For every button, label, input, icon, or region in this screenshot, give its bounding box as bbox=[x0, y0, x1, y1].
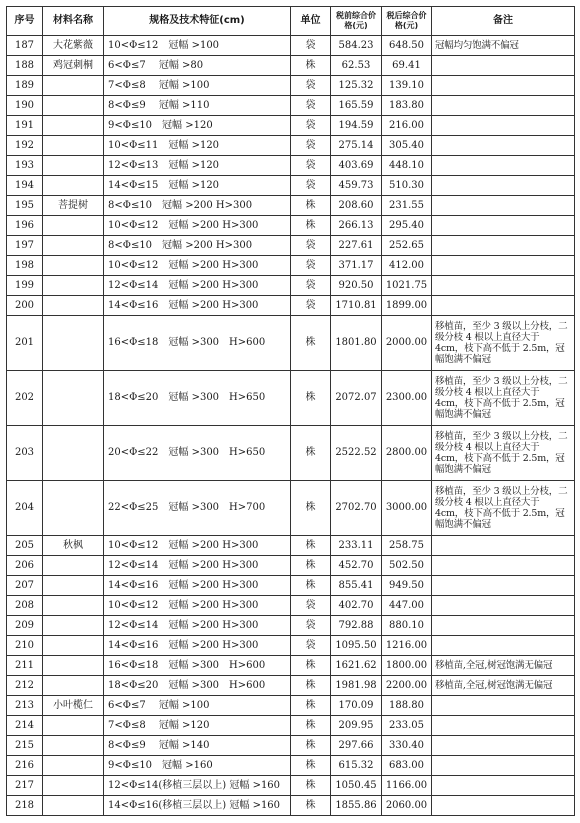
header-seq: 序号 bbox=[7, 7, 43, 36]
cell-post-tax-price: 412.00 bbox=[382, 256, 432, 276]
table-row bbox=[7, 176, 575, 196]
cell-seq: 203 bbox=[7, 426, 43, 481]
cell-post-tax-price: 216.00 bbox=[382, 116, 432, 136]
cell-pre-tax-price: 1981.98 bbox=[331, 676, 382, 696]
cell-unit: 袋 bbox=[291, 616, 331, 636]
table-row bbox=[7, 616, 575, 636]
cell-note bbox=[432, 736, 575, 756]
cell-material-name bbox=[43, 736, 104, 756]
cell-post-tax-price: 1899.00 bbox=[382, 296, 432, 316]
cell-material-name bbox=[43, 216, 104, 236]
cell-spec: 12<Φ≤14(移植三层以上) 冠幅 >160 bbox=[104, 776, 291, 796]
cell-unit: 株 bbox=[291, 776, 331, 796]
cell-note bbox=[432, 596, 575, 616]
cell-seq: 194 bbox=[7, 176, 43, 196]
cell-material-name bbox=[43, 116, 104, 136]
table-row bbox=[7, 116, 575, 136]
cell-note bbox=[432, 116, 575, 136]
cell-spec: 10<Φ≤12 冠幅 >200 H>300 bbox=[104, 536, 291, 556]
cell-seq: 213 bbox=[7, 696, 43, 716]
cell-spec: 10<Φ≤12 冠幅 >200 H>300 bbox=[104, 256, 291, 276]
table-row bbox=[7, 36, 575, 56]
table-row bbox=[7, 256, 575, 276]
cell-spec: 6<Φ≤7 冠幅 >80 bbox=[104, 56, 291, 76]
cell-pre-tax-price: 459.73 bbox=[331, 176, 382, 196]
table-row bbox=[7, 736, 575, 756]
cell-note bbox=[432, 296, 575, 316]
cell-note: 移植苗,全冠,树冠饱满无偏冠 bbox=[432, 656, 575, 676]
cell-post-tax-price: 1800.00 bbox=[382, 656, 432, 676]
cell-post-tax-price: 1021.75 bbox=[382, 276, 432, 296]
cell-unit: 袋 bbox=[291, 136, 331, 156]
table-row bbox=[7, 371, 575, 426]
table-row bbox=[7, 656, 575, 676]
cell-note bbox=[432, 796, 575, 816]
cell-seq: 193 bbox=[7, 156, 43, 176]
cell-pre-tax-price: 2072.07 bbox=[331, 371, 382, 426]
cell-note bbox=[432, 216, 575, 236]
table-row bbox=[7, 276, 575, 296]
cell-spec: 14<Φ≤16(移植三层以上) 冠幅 >160 bbox=[104, 796, 291, 816]
cell-seq: 212 bbox=[7, 676, 43, 696]
cell-post-tax-price: 1166.00 bbox=[382, 776, 432, 796]
cell-note bbox=[432, 576, 575, 596]
cell-post-tax-price: 683.00 bbox=[382, 756, 432, 776]
cell-pre-tax-price: 792.88 bbox=[331, 616, 382, 636]
cell-seq: 218 bbox=[7, 796, 43, 816]
cell-material-name bbox=[43, 316, 104, 371]
cell-material-name: 秋枫 bbox=[43, 536, 104, 556]
cell-note bbox=[432, 196, 575, 216]
cell-unit: 株 bbox=[291, 196, 331, 216]
cell-pre-tax-price: 452.70 bbox=[331, 556, 382, 576]
cell-note bbox=[432, 136, 575, 156]
cell-pre-tax-price: 170.09 bbox=[331, 696, 382, 716]
cell-note: 移植苗,全冠,树冠饱满无偏冠 bbox=[432, 676, 575, 696]
cell-material-name bbox=[43, 576, 104, 596]
table-row bbox=[7, 76, 575, 96]
cell-seq: 202 bbox=[7, 371, 43, 426]
cell-seq: 216 bbox=[7, 756, 43, 776]
cell-unit: 株 bbox=[291, 216, 331, 236]
cell-post-tax-price: 949.50 bbox=[382, 576, 432, 596]
cell-material-name: 鸡冠刺桐 bbox=[43, 56, 104, 76]
cell-material-name bbox=[43, 371, 104, 426]
header-unit: 单位 bbox=[291, 7, 331, 36]
cell-unit: 株 bbox=[291, 576, 331, 596]
cell-spec: 14<Φ≤16 冠幅 >200 H>300 bbox=[104, 636, 291, 656]
cell-pre-tax-price: 1855.86 bbox=[331, 796, 382, 816]
header-note: 备注 bbox=[432, 7, 575, 36]
table-row bbox=[7, 136, 575, 156]
cell-unit: 袋 bbox=[291, 36, 331, 56]
cell-spec: 10<Φ≤12 冠幅 >200 H>300 bbox=[104, 216, 291, 236]
cell-pre-tax-price: 1710.81 bbox=[331, 296, 382, 316]
cell-unit: 袋 bbox=[291, 76, 331, 96]
cell-note bbox=[432, 696, 575, 716]
cell-unit: 株 bbox=[291, 656, 331, 676]
cell-material-name bbox=[43, 556, 104, 576]
cell-spec: 10<Φ≤11 冠幅 >120 bbox=[104, 136, 291, 156]
cell-seq: 209 bbox=[7, 616, 43, 636]
table-row bbox=[7, 316, 575, 371]
cell-material-name bbox=[43, 676, 104, 696]
header-post-tax-price: 税后综合价格(元) bbox=[382, 7, 432, 36]
table-header-row bbox=[7, 7, 575, 36]
cell-pre-tax-price: 615.32 bbox=[331, 756, 382, 776]
cell-unit: 株 bbox=[291, 536, 331, 556]
cell-post-tax-price: 3000.00 bbox=[382, 481, 432, 536]
cell-seq: 205 bbox=[7, 536, 43, 556]
cell-post-tax-price: 447.00 bbox=[382, 596, 432, 616]
cell-pre-tax-price: 209.95 bbox=[331, 716, 382, 736]
cell-seq: 187 bbox=[7, 36, 43, 56]
table-row bbox=[7, 596, 575, 616]
cell-pre-tax-price: 920.50 bbox=[331, 276, 382, 296]
cell-spec: 20<Φ≤22 冠幅 >300 H>650 bbox=[104, 426, 291, 481]
cell-pre-tax-price: 297.66 bbox=[331, 736, 382, 756]
cell-unit: 袋 bbox=[291, 156, 331, 176]
cell-spec: 8<Φ≤10 冠幅 >200 H>300 bbox=[104, 236, 291, 256]
cell-note bbox=[432, 256, 575, 276]
cell-unit: 株 bbox=[291, 796, 331, 816]
cell-post-tax-price: 2000.00 bbox=[382, 316, 432, 371]
cell-material-name bbox=[43, 76, 104, 96]
cell-seq: 195 bbox=[7, 196, 43, 216]
cell-post-tax-price: 880.10 bbox=[382, 616, 432, 636]
cell-note bbox=[432, 156, 575, 176]
cell-material-name bbox=[43, 136, 104, 156]
cell-note bbox=[432, 636, 575, 656]
table-row bbox=[7, 796, 575, 816]
cell-spec: 12<Φ≤14 冠幅 >200 H>300 bbox=[104, 616, 291, 636]
cell-material-name bbox=[43, 96, 104, 116]
cell-material-name bbox=[43, 756, 104, 776]
cell-material-name bbox=[43, 481, 104, 536]
cell-pre-tax-price: 62.53 bbox=[331, 56, 382, 76]
cell-seq: 189 bbox=[7, 76, 43, 96]
cell-note bbox=[432, 96, 575, 116]
cell-pre-tax-price: 2702.70 bbox=[331, 481, 382, 536]
cell-pre-tax-price: 194.59 bbox=[331, 116, 382, 136]
cell-material-name bbox=[43, 596, 104, 616]
cell-pre-tax-price: 1621.62 bbox=[331, 656, 382, 676]
cell-seq: 215 bbox=[7, 736, 43, 756]
table-row bbox=[7, 156, 575, 176]
cell-unit: 袋 bbox=[291, 296, 331, 316]
header-pre-tax-price: 税前综合价格(元) bbox=[331, 7, 382, 36]
table-row bbox=[7, 756, 575, 776]
cell-post-tax-price: 510.30 bbox=[382, 176, 432, 196]
cell-unit: 袋 bbox=[291, 596, 331, 616]
table-row bbox=[7, 296, 575, 316]
cell-unit: 袋 bbox=[291, 276, 331, 296]
cell-spec: 8<Φ≤9 冠幅 >140 bbox=[104, 736, 291, 756]
cell-seq: 211 bbox=[7, 656, 43, 676]
cell-pre-tax-price: 1095.50 bbox=[331, 636, 382, 656]
cell-unit: 株 bbox=[291, 371, 331, 426]
cell-pre-tax-price: 371.17 bbox=[331, 256, 382, 276]
table-row bbox=[7, 556, 575, 576]
cell-note bbox=[432, 536, 575, 556]
cell-post-tax-price: 330.40 bbox=[382, 736, 432, 756]
cell-post-tax-price: 183.80 bbox=[382, 96, 432, 116]
table-row bbox=[7, 676, 575, 696]
cell-unit: 株 bbox=[291, 676, 331, 696]
cell-unit: 株 bbox=[291, 716, 331, 736]
cell-pre-tax-price: 275.14 bbox=[331, 136, 382, 156]
table-row bbox=[7, 56, 575, 76]
cell-unit: 袋 bbox=[291, 236, 331, 256]
cell-seq: 199 bbox=[7, 276, 43, 296]
cell-post-tax-price: 252.65 bbox=[382, 236, 432, 256]
cell-material-name bbox=[43, 716, 104, 736]
cell-post-tax-price: 448.10 bbox=[382, 156, 432, 176]
cell-spec: 14<Φ≤15 冠幅 >120 bbox=[104, 176, 291, 196]
cell-material-name bbox=[43, 176, 104, 196]
cell-post-tax-price: 305.40 bbox=[382, 136, 432, 156]
cell-note: 移植苗，至少 3 级以上分枝，二级分枝 4 根以上直径大于 4cm，枝下高不低于 2.5m，冠幅饱满不偏冠 bbox=[432, 371, 575, 426]
table-row bbox=[7, 576, 575, 596]
cell-spec: 18<Φ≤20 冠幅 >300 H>600 bbox=[104, 676, 291, 696]
cell-material-name: 菩提树 bbox=[43, 196, 104, 216]
cell-pre-tax-price: 584.23 bbox=[331, 36, 382, 56]
cell-pre-tax-price: 208.60 bbox=[331, 196, 382, 216]
cell-unit: 袋 bbox=[291, 636, 331, 656]
cell-note bbox=[432, 76, 575, 96]
cell-unit: 株 bbox=[291, 556, 331, 576]
cell-material-name bbox=[43, 426, 104, 481]
cell-post-tax-price: 69.41 bbox=[382, 56, 432, 76]
cell-spec: 16<Φ≤18 冠幅 >300 H>600 bbox=[104, 316, 291, 371]
cell-post-tax-price: 2300.00 bbox=[382, 371, 432, 426]
cell-spec: 12<Φ≤14 冠幅 >200 H>300 bbox=[104, 556, 291, 576]
cell-post-tax-price: 2200.00 bbox=[382, 676, 432, 696]
cell-post-tax-price: 233.05 bbox=[382, 716, 432, 736]
cell-note bbox=[432, 716, 575, 736]
cell-note: 移植苗，至少 3 级以上分枝，二级分枝 4 根以上直径大于 4cm，枝下高不低于 2.5m，冠幅饱满不偏冠 bbox=[432, 426, 575, 481]
cell-note: 移植苗，至少 3 级以上分枝，二级分枝 4 根以上直径大于 4cm，枝下高不低于 2.5m，冠幅饱满不偏冠 bbox=[432, 316, 575, 371]
cell-post-tax-price: 258.75 bbox=[382, 536, 432, 556]
cell-seq: 206 bbox=[7, 556, 43, 576]
cell-seq: 207 bbox=[7, 576, 43, 596]
cell-post-tax-price: 1216.00 bbox=[382, 636, 432, 656]
cell-pre-tax-price: 402.70 bbox=[331, 596, 382, 616]
cell-spec: 10<Φ≤12 冠幅 >100 bbox=[104, 36, 291, 56]
header-name: 材料名称 bbox=[43, 7, 104, 36]
cell-spec: 9<Φ≤10 冠幅 >120 bbox=[104, 116, 291, 136]
cell-material-name bbox=[43, 276, 104, 296]
cell-material-name bbox=[43, 616, 104, 636]
cell-material-name bbox=[43, 636, 104, 656]
cell-unit: 株 bbox=[291, 426, 331, 481]
cell-material-name bbox=[43, 656, 104, 676]
cell-note: 移植苗，至少 3 级以上分枝，二级分枝 4 根以上直径大于 4cm，枝下高不低于 2.5m，冠幅饱满不偏冠 bbox=[432, 481, 575, 536]
cell-note bbox=[432, 276, 575, 296]
cell-spec: 10<Φ≤12 冠幅 >200 H>300 bbox=[104, 596, 291, 616]
cell-note bbox=[432, 776, 575, 796]
cell-spec: 18<Φ≤20 冠幅 >300 H>650 bbox=[104, 371, 291, 426]
table-row bbox=[7, 196, 575, 216]
table-row bbox=[7, 96, 575, 116]
cell-note bbox=[432, 756, 575, 776]
cell-post-tax-price: 648.50 bbox=[382, 36, 432, 56]
cell-unit: 株 bbox=[291, 56, 331, 76]
cell-spec: 9<Φ≤10 冠幅 >160 bbox=[104, 756, 291, 776]
cell-seq: 191 bbox=[7, 116, 43, 136]
table-row bbox=[7, 716, 575, 736]
table-row bbox=[7, 481, 575, 536]
cell-post-tax-price: 502.50 bbox=[382, 556, 432, 576]
cell-pre-tax-price: 125.32 bbox=[331, 76, 382, 96]
table-row bbox=[7, 636, 575, 656]
table-row bbox=[7, 776, 575, 796]
cell-spec: 16<Φ≤18 冠幅 >300 H>600 bbox=[104, 656, 291, 676]
cell-spec: 12<Φ≤13 冠幅 >120 bbox=[104, 156, 291, 176]
cell-material-name bbox=[43, 256, 104, 276]
cell-spec: 8<Φ≤10 冠幅 >200 H>300 bbox=[104, 196, 291, 216]
cell-unit: 株 bbox=[291, 316, 331, 371]
cell-pre-tax-price: 233.11 bbox=[331, 536, 382, 556]
cell-material-name bbox=[43, 236, 104, 256]
cell-seq: 190 bbox=[7, 96, 43, 116]
table-row bbox=[7, 426, 575, 481]
cell-pre-tax-price: 165.59 bbox=[331, 96, 382, 116]
cell-note bbox=[432, 616, 575, 636]
cell-note bbox=[432, 176, 575, 196]
table-body bbox=[7, 36, 575, 816]
cell-seq: 197 bbox=[7, 236, 43, 256]
cell-spec: 12<Φ≤14 冠幅 >200 H>300 bbox=[104, 276, 291, 296]
cell-post-tax-price: 295.40 bbox=[382, 216, 432, 236]
table-row bbox=[7, 236, 575, 256]
cell-seq: 210 bbox=[7, 636, 43, 656]
cell-post-tax-price: 231.55 bbox=[382, 196, 432, 216]
cell-seq: 188 bbox=[7, 56, 43, 76]
cell-pre-tax-price: 2522.52 bbox=[331, 426, 382, 481]
cell-spec: 7<Φ≤8 冠幅 >100 bbox=[104, 76, 291, 96]
cell-spec: 7<Φ≤8 冠幅 >120 bbox=[104, 716, 291, 736]
table-row bbox=[7, 536, 575, 556]
cell-post-tax-price: 139.10 bbox=[382, 76, 432, 96]
cell-seq: 208 bbox=[7, 596, 43, 616]
cell-unit: 株 bbox=[291, 736, 331, 756]
cell-unit: 袋 bbox=[291, 116, 331, 136]
cell-spec: 14<Φ≤16 冠幅 >200 H>300 bbox=[104, 576, 291, 596]
cell-spec: 22<Φ≤25 冠幅 >300 H>700 bbox=[104, 481, 291, 536]
cell-unit: 袋 bbox=[291, 176, 331, 196]
cell-note bbox=[432, 556, 575, 576]
cell-note: 冠幅均匀饱满不偏冠 bbox=[432, 36, 575, 56]
cell-pre-tax-price: 855.41 bbox=[331, 576, 382, 596]
cell-unit: 株 bbox=[291, 481, 331, 536]
cell-unit: 袋 bbox=[291, 256, 331, 276]
cell-unit: 株 bbox=[291, 756, 331, 776]
table-row bbox=[7, 216, 575, 236]
cell-material-name bbox=[43, 776, 104, 796]
cell-note bbox=[432, 56, 575, 76]
cell-pre-tax-price: 266.13 bbox=[331, 216, 382, 236]
cell-seq: 198 bbox=[7, 256, 43, 276]
cell-material-name bbox=[43, 796, 104, 816]
cell-pre-tax-price: 227.61 bbox=[331, 236, 382, 256]
price-table-container bbox=[6, 6, 574, 816]
cell-material-name bbox=[43, 296, 104, 316]
cell-seq: 196 bbox=[7, 216, 43, 236]
cell-pre-tax-price: 403.69 bbox=[331, 156, 382, 176]
cell-unit: 袋 bbox=[291, 96, 331, 116]
cell-spec: 8<Φ≤9 冠幅 >110 bbox=[104, 96, 291, 116]
cell-material-name: 小叶榄仁 bbox=[43, 696, 104, 716]
cell-seq: 214 bbox=[7, 716, 43, 736]
cell-spec: 6<Φ≤7 冠幅 >100 bbox=[104, 696, 291, 716]
cell-material-name: 大花紫薇 bbox=[43, 36, 104, 56]
cell-post-tax-price: 2060.00 bbox=[382, 796, 432, 816]
price-table bbox=[6, 6, 575, 816]
cell-seq: 192 bbox=[7, 136, 43, 156]
cell-seq: 217 bbox=[7, 776, 43, 796]
cell-post-tax-price: 2800.00 bbox=[382, 426, 432, 481]
header-spec: 规格及技术特征(cm) bbox=[104, 7, 291, 36]
cell-unit: 株 bbox=[291, 696, 331, 716]
cell-post-tax-price: 188.80 bbox=[382, 696, 432, 716]
cell-note bbox=[432, 236, 575, 256]
cell-seq: 204 bbox=[7, 481, 43, 536]
cell-pre-tax-price: 1050.45 bbox=[331, 776, 382, 796]
table-row bbox=[7, 696, 575, 716]
cell-seq: 200 bbox=[7, 296, 43, 316]
cell-seq: 201 bbox=[7, 316, 43, 371]
cell-material-name bbox=[43, 156, 104, 176]
cell-spec: 14<Φ≤16 冠幅 >200 H>300 bbox=[104, 296, 291, 316]
cell-pre-tax-price: 1801.80 bbox=[331, 316, 382, 371]
